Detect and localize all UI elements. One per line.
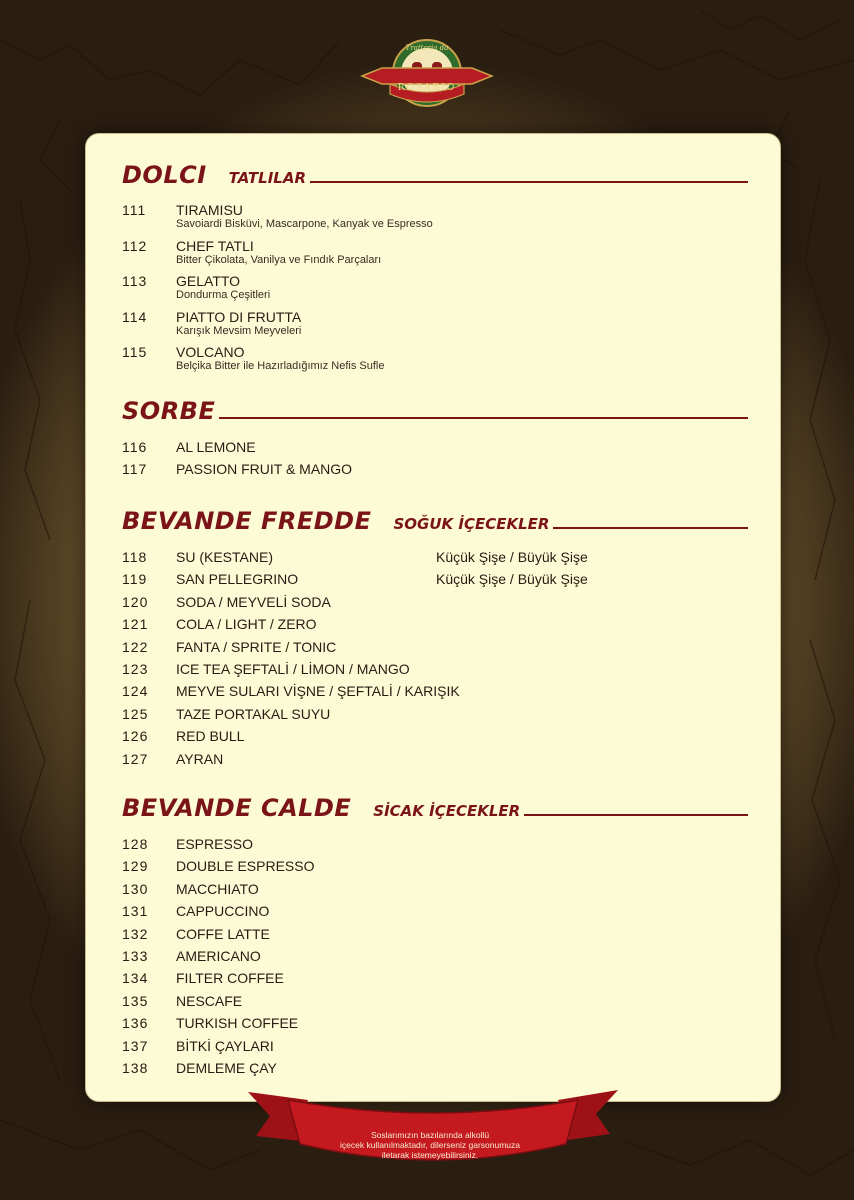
item-list	[122, 438, 748, 483]
item-size-note: Küçük Şişe / Büyük Şişe	[436, 571, 588, 588]
item-number: 127	[122, 750, 149, 767]
item-name: PASSION FRUIT & MANGO	[176, 461, 353, 478]
item-name: AL LEMONE	[176, 439, 256, 455]
item-number: 128	[122, 836, 149, 852]
menu-item	[122, 682, 748, 704]
section-subtitle: SİCAK İÇECEKLER	[373, 802, 521, 820]
item-name: AMERICANO	[176, 947, 261, 964]
item-name: FANTA / SPRITE / TONIC	[176, 638, 337, 655]
item-number: 126	[122, 728, 149, 745]
item-description: Belçika Bitter ile Hazırladığımız Nefis Sufle	[176, 360, 385, 372]
section-header	[122, 504, 748, 534]
menu-item	[122, 947, 748, 969]
item-list	[122, 548, 748, 772]
menu-item	[122, 273, 748, 309]
section-dolci	[122, 158, 748, 380]
section-sorbe	[122, 394, 748, 483]
item-size-note: Küçük Şişe / Büyük Şişe	[436, 549, 588, 565]
item-number: 114	[122, 308, 148, 325]
section-title: SORBE	[122, 397, 216, 425]
section-header	[122, 158, 748, 188]
item-name: TAZE PORTAKAL SUYU	[176, 705, 331, 722]
item-name: PIATTO DI FRUTTA	[176, 308, 302, 325]
item-list	[122, 202, 748, 380]
menu-item	[122, 344, 748, 380]
logo-name: ROSARIO	[397, 83, 457, 93]
section-header	[122, 394, 748, 424]
item-number: 120	[122, 593, 149, 610]
menu-item	[122, 902, 748, 924]
item-name: BİTKİ ÇAYLARI	[176, 1037, 274, 1054]
item-list	[122, 835, 748, 1081]
section-header	[122, 791, 748, 821]
menu-item	[122, 1059, 748, 1081]
item-name: ICE TEA ŞEFTALİ / LİMON / MANGO	[176, 660, 410, 677]
item-name: GELATTO	[176, 273, 241, 289]
item-name: NESCAFE	[176, 992, 243, 1009]
section-bevande-calde	[122, 791, 748, 1081]
item-name: DOUBLE ESPRESSO	[176, 858, 315, 875]
section-title: BEVANDE CALDE	[122, 794, 352, 822]
footer-note-line: içecek kullanılmaktadır, dilerseniz garsonumuza	[339, 1140, 520, 1150]
menu-item	[122, 460, 748, 482]
section-subtitle: TATLILAR	[228, 169, 307, 187]
section-rule	[310, 181, 748, 183]
item-number: 136	[122, 1015, 149, 1032]
menu-card	[85, 133, 781, 1102]
footer-note-line: Soslarımızın bazılarında alkollü	[370, 1130, 490, 1140]
item-name: SAN PELLEGRINO	[176, 571, 299, 588]
footer-note-line: iletarak istemeyebilirsiniz.	[381, 1150, 479, 1160]
item-name: CHEF TATLI	[176, 237, 254, 254]
menu-item	[122, 660, 748, 682]
section-rule	[524, 814, 748, 816]
item-name: MACCHIATO	[176, 880, 259, 897]
item-number: 125	[122, 705, 149, 722]
logo-tagline: Trattoria da	[405, 44, 449, 52]
item-description: Bitter Çikolata, Vanilya ve Fındık Parçaları	[176, 253, 382, 266]
item-name: DEMLEME ÇAY	[176, 1059, 277, 1076]
item-number: 133	[122, 947, 149, 964]
menu-item	[122, 438, 748, 460]
menu-item	[122, 705, 748, 727]
item-name: ESPRESSO	[176, 836, 254, 852]
item-number: 121	[122, 616, 149, 633]
section-rule	[219, 417, 748, 419]
item-number: 129	[122, 858, 149, 875]
item-name: FILTER COFFEE	[176, 970, 284, 987]
section-title: DOLCI	[122, 161, 207, 189]
menu-item	[122, 1037, 748, 1059]
item-name: RED BULL	[176, 728, 245, 745]
menu-item	[122, 548, 748, 570]
menu-item	[122, 638, 748, 660]
menu-item	[122, 925, 748, 947]
item-number: 112	[122, 237, 148, 254]
menu-item	[122, 570, 748, 592]
item-description: Dondurma Çeşitleri	[176, 289, 271, 301]
item-name: TIRAMISU	[176, 202, 243, 218]
item-name: COLA / LIGHT / ZERO	[176, 616, 317, 633]
menu-item	[122, 835, 748, 857]
item-number: 130	[122, 880, 149, 897]
menu-item	[122, 309, 748, 345]
item-name: VOLCANO	[176, 344, 245, 360]
menu-item	[122, 880, 748, 902]
item-name: SODA / MEYVELİ SODA	[176, 593, 331, 610]
item-number: 116	[122, 439, 148, 455]
footer-note	[300, 1130, 560, 1160]
item-number: 123	[122, 660, 149, 677]
section-rule	[553, 527, 748, 529]
item-number: 132	[122, 925, 149, 942]
menu-item	[122, 750, 748, 772]
item-name: AYRAN	[176, 750, 224, 767]
item-number: 124	[122, 683, 149, 700]
item-number: 115	[122, 344, 148, 360]
menu-item	[122, 238, 748, 274]
section-bevande-fredde	[122, 504, 748, 772]
item-number: 117	[122, 461, 148, 478]
item-number: 111	[122, 202, 147, 218]
item-name: MEYVE SULARI VİŞNE / ŞEFTALİ / KARIŞIK	[176, 683, 460, 700]
item-name: TURKISH COFFEE	[176, 1015, 299, 1032]
item-number: 118	[122, 549, 148, 565]
item-name: CAPPUCCINO	[176, 903, 270, 920]
item-number: 119	[122, 571, 148, 588]
menu-item	[122, 727, 748, 749]
section-subtitle: SOĞUK İÇECEKLER	[393, 515, 550, 533]
item-name: SU (KESTANE)	[176, 549, 273, 565]
menu-item	[122, 593, 748, 615]
menu-item	[122, 969, 748, 991]
item-number: 113	[122, 273, 148, 289]
item-number: 137	[122, 1037, 149, 1054]
item-number: 122	[122, 638, 149, 655]
section-title: BEVANDE FREDDE	[122, 507, 372, 535]
menu-item	[122, 992, 748, 1014]
item-number: 134	[122, 970, 149, 987]
item-description: Karışık Mevsim Meyveleri	[176, 324, 302, 337]
menu-item	[122, 615, 748, 637]
item-description: Savoiardi Bisküvi, Mascarpone, Kanyak ve Espresso	[176, 218, 433, 230]
item-number: 138	[122, 1059, 149, 1076]
menu-item	[122, 1014, 748, 1036]
menu-item	[122, 857, 748, 879]
item-name: COFFE LATTE	[176, 925, 270, 942]
menu-item	[122, 202, 748, 238]
item-number: 131	[122, 903, 149, 920]
item-number: 135	[122, 992, 149, 1009]
